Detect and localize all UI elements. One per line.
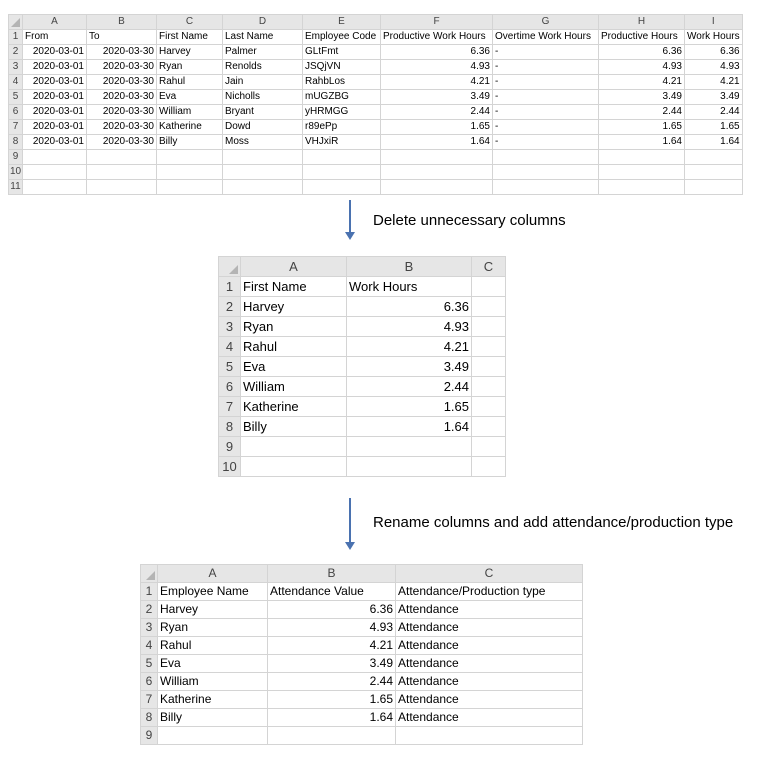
cell-attendance-value[interactable]: 4.21 [268, 637, 396, 655]
header-cell[interactable]: First Name [241, 277, 347, 297]
empty-cell[interactable] [472, 397, 506, 417]
step-label-rename-columns: Rename columns and add attendance/production type [373, 514, 734, 531]
cell-to[interactable]: 2020-03-30 [87, 90, 157, 105]
empty-cell[interactable] [493, 150, 599, 165]
empty-cell[interactable] [347, 457, 472, 477]
cell-work-hours[interactable]: 2.44 [347, 377, 472, 397]
cell-first-name[interactable]: Harvey [157, 45, 223, 60]
row-header[interactable]: 4 [141, 637, 158, 655]
row-header[interactable]: 1 [141, 583, 158, 601]
row-header[interactable]: 9 [219, 437, 241, 457]
cell-last-name[interactable]: Moss [223, 135, 303, 150]
column-header[interactable]: B [347, 257, 472, 277]
row-header[interactable]: 1 [9, 30, 23, 45]
empty-cell[interactable] [157, 165, 223, 180]
cell-first-name[interactable]: Eva [241, 357, 347, 377]
cell-employee-code[interactable]: JSQjVN [303, 60, 381, 75]
select-all-corner[interactable] [141, 565, 158, 583]
empty-cell[interactable] [157, 180, 223, 195]
cell-first-name[interactable]: William [157, 105, 223, 120]
empty-cell[interactable] [493, 180, 599, 195]
row-header[interactable]: 3 [141, 619, 158, 637]
cell-work-hours[interactable]: 6.36 [685, 45, 743, 60]
cell-to[interactable]: 2020-03-30 [87, 135, 157, 150]
row-header[interactable]: 8 [141, 709, 158, 727]
cell-attendance-type[interactable]: Attendance [396, 637, 583, 655]
cell-overtime-work-hours[interactable]: - [493, 60, 599, 75]
final-grid [140, 564, 583, 745]
empty-cell[interactable] [685, 150, 743, 165]
cell-attendance-type[interactable]: Attendance [396, 619, 583, 637]
cell-last-name[interactable]: Palmer [223, 45, 303, 60]
row-header[interactable]: 11 [9, 180, 23, 195]
row-header[interactable]: 2 [141, 601, 158, 619]
cell-to[interactable]: 2020-03-30 [87, 75, 157, 90]
empty-cell[interactable] [396, 727, 583, 745]
empty-cell[interactable] [223, 165, 303, 180]
cell-from[interactable]: 2020-03-01 [23, 135, 87, 150]
cell-to[interactable]: 2020-03-30 [87, 45, 157, 60]
column-header[interactable]: G [493, 15, 599, 30]
row-header[interactable]: 6 [219, 377, 241, 397]
cell-attendance-type[interactable]: Attendance [396, 601, 583, 619]
cell-from[interactable]: 2020-03-01 [23, 120, 87, 135]
cell-work-hours[interactable]: 1.65 [685, 120, 743, 135]
empty-cell[interactable] [23, 150, 87, 165]
empty-cell[interactable] [268, 727, 396, 745]
empty-cell[interactable] [472, 277, 506, 297]
cell-productive-hours[interactable]: 2.44 [599, 105, 685, 120]
empty-cell[interactable] [87, 165, 157, 180]
row-header[interactable]: 9 [9, 150, 23, 165]
cell-overtime-work-hours[interactable]: - [493, 75, 599, 90]
empty-cell[interactable] [223, 150, 303, 165]
trimmed-grid [218, 256, 506, 477]
empty-cell[interactable] [472, 357, 506, 377]
column-header[interactable]: A [158, 565, 268, 583]
cell-work-hours[interactable]: 4.93 [685, 60, 743, 75]
empty-cell[interactable] [472, 457, 506, 477]
empty-cell[interactable] [599, 180, 685, 195]
column-header[interactable]: D [223, 15, 303, 30]
cell-work-hours[interactable]: 1.64 [347, 417, 472, 437]
cell-employee-code[interactable]: GLtFmt [303, 45, 381, 60]
header-cell[interactable]: Productive Work Hours [381, 30, 493, 45]
cell-from[interactable]: 2020-03-01 [23, 60, 87, 75]
row-header[interactable]: 3 [9, 60, 23, 75]
cell-productive-work-hours[interactable]: 4.93 [381, 60, 493, 75]
cell-first-name[interactable]: Ryan [157, 60, 223, 75]
cell-overtime-work-hours[interactable]: - [493, 135, 599, 150]
row-header[interactable]: 2 [9, 45, 23, 60]
cell-attendance-value[interactable]: 1.64 [268, 709, 396, 727]
cell-productive-hours[interactable]: 1.65 [599, 120, 685, 135]
cell-last-name[interactable]: Renolds [223, 60, 303, 75]
empty-cell[interactable] [472, 337, 506, 357]
cell-last-name[interactable]: Dowd [223, 120, 303, 135]
cell-productive-work-hours[interactable]: 2.44 [381, 105, 493, 120]
cell-productive-hours[interactable]: 6.36 [599, 45, 685, 60]
cell-first-name[interactable]: William [241, 377, 347, 397]
empty-cell[interactable] [381, 180, 493, 195]
empty-cell[interactable] [303, 165, 381, 180]
empty-cell[interactable] [347, 437, 472, 457]
row-header[interactable]: 6 [141, 673, 158, 691]
row-header[interactable]: 1 [219, 277, 241, 297]
row-header[interactable]: 5 [141, 655, 158, 673]
cell-employee-name[interactable]: Rahul [158, 637, 268, 655]
cell-first-name[interactable]: Katherine [241, 397, 347, 417]
original-spreadsheet [8, 14, 743, 195]
empty-cell[interactable] [303, 180, 381, 195]
empty-cell[interactable] [23, 165, 87, 180]
cell-first-name[interactable]: Billy [241, 417, 347, 437]
cell-attendance-value[interactable]: 3.49 [268, 655, 396, 673]
header-cell[interactable]: To [87, 30, 157, 45]
cell-employee-name[interactable]: William [158, 673, 268, 691]
empty-cell[interactable] [381, 150, 493, 165]
empty-cell[interactable] [685, 180, 743, 195]
empty-cell[interactable] [599, 150, 685, 165]
cell-employee-code[interactable]: VHJxiR [303, 135, 381, 150]
column-header[interactable]: C [157, 15, 223, 30]
column-header[interactable]: B [87, 15, 157, 30]
header-cell[interactable]: Overtime Work Hours [493, 30, 599, 45]
header-cell[interactable]: Productive Hours [599, 30, 685, 45]
original-grid [8, 14, 743, 195]
row-header[interactable]: 8 [9, 135, 23, 150]
cell-attendance-type[interactable]: Attendance [396, 673, 583, 691]
empty-cell[interactable] [303, 150, 381, 165]
cell-work-hours[interactable]: 3.49 [347, 357, 472, 377]
column-header[interactable]: F [381, 15, 493, 30]
column-header[interactable]: C [472, 257, 506, 277]
select-all-corner[interactable] [9, 15, 23, 30]
cell-from[interactable]: 2020-03-01 [23, 45, 87, 60]
row-header[interactable]: 10 [9, 165, 23, 180]
header-cell[interactable]: Work Hours [347, 277, 472, 297]
cell-attendance-type[interactable]: Attendance [396, 709, 583, 727]
column-header[interactable]: I [685, 15, 743, 30]
row-header[interactable]: 5 [219, 357, 241, 377]
down-arrow-icon [349, 200, 351, 232]
empty-cell[interactable] [685, 165, 743, 180]
row-header[interactable]: 7 [219, 397, 241, 417]
cell-employee-name[interactable]: Ryan [158, 619, 268, 637]
cell-productive-hours[interactable]: 3.49 [599, 90, 685, 105]
cell-work-hours[interactable]: 6.36 [347, 297, 472, 317]
column-header[interactable]: H [599, 15, 685, 30]
cell-first-name[interactable]: Rahul [157, 75, 223, 90]
cell-employee-code[interactable]: RahbLos [303, 75, 381, 90]
row-header[interactable]: 10 [219, 457, 241, 477]
cell-work-hours[interactable]: 3.49 [685, 90, 743, 105]
cell-productive-hours[interactable]: 4.21 [599, 75, 685, 90]
cell-productive-hours[interactable]: 1.64 [599, 135, 685, 150]
cell-overtime-work-hours[interactable]: - [493, 120, 599, 135]
empty-cell[interactable] [472, 417, 506, 437]
row-header[interactable]: 7 [9, 120, 23, 135]
cell-to[interactable]: 2020-03-30 [87, 105, 157, 120]
cell-last-name[interactable]: Jain [223, 75, 303, 90]
cell-work-hours[interactable]: 1.64 [685, 135, 743, 150]
cell-employee-name[interactable]: Eva [158, 655, 268, 673]
cell-employee-name[interactable]: Harvey [158, 601, 268, 619]
cell-overtime-work-hours[interactable]: - [493, 90, 599, 105]
cell-productive-work-hours[interactable]: 4.21 [381, 75, 493, 90]
cell-work-hours[interactable]: 2.44 [685, 105, 743, 120]
cell-overtime-work-hours[interactable]: - [493, 45, 599, 60]
column-header[interactable]: E [303, 15, 381, 30]
final-spreadsheet [140, 564, 583, 745]
cell-attendance-type[interactable]: Attendance [396, 691, 583, 709]
cell-work-hours[interactable]: 4.93 [347, 317, 472, 337]
empty-cell[interactable] [493, 165, 599, 180]
empty-cell[interactable] [472, 297, 506, 317]
empty-cell[interactable] [23, 180, 87, 195]
cell-employee-name[interactable]: Billy [158, 709, 268, 727]
column-header[interactable]: A [241, 257, 347, 277]
cell-first-name[interactable]: Harvey [241, 297, 347, 317]
cell-work-hours[interactable]: 1.65 [347, 397, 472, 417]
cell-employee-code[interactable]: yHRMGG [303, 105, 381, 120]
cell-productive-hours[interactable]: 4.93 [599, 60, 685, 75]
cell-productive-work-hours[interactable]: 3.49 [381, 90, 493, 105]
cell-productive-work-hours[interactable]: 6.36 [381, 45, 493, 60]
cell-from[interactable]: 2020-03-01 [23, 105, 87, 120]
cell-attendance-value[interactable]: 6.36 [268, 601, 396, 619]
cell-first-name[interactable]: Rahul [241, 337, 347, 357]
empty-cell[interactable] [87, 180, 157, 195]
cell-first-name[interactable]: Ryan [241, 317, 347, 337]
cell-to[interactable]: 2020-03-30 [87, 120, 157, 135]
header-cell[interactable]: From [23, 30, 87, 45]
row-header[interactable]: 9 [141, 727, 158, 745]
cell-last-name[interactable]: Bryant [223, 105, 303, 120]
down-arrow-icon [349, 498, 351, 542]
cell-attendance-type[interactable]: Attendance [396, 655, 583, 673]
cell-productive-work-hours[interactable]: 1.65 [381, 120, 493, 135]
header-cell[interactable]: Attendance Value [268, 583, 396, 601]
cell-first-name[interactable]: Eva [157, 90, 223, 105]
empty-cell[interactable] [472, 317, 506, 337]
cell-first-name[interactable]: Katherine [157, 120, 223, 135]
cell-from[interactable]: 2020-03-01 [23, 75, 87, 90]
empty-cell[interactable] [241, 437, 347, 457]
cell-productive-work-hours[interactable]: 1.64 [381, 135, 493, 150]
header-cell[interactable]: First Name [157, 30, 223, 45]
row-header[interactable]: 2 [219, 297, 241, 317]
cell-from[interactable]: 2020-03-01 [23, 90, 87, 105]
empty-cell[interactable] [87, 150, 157, 165]
cell-employee-name[interactable]: Katherine [158, 691, 268, 709]
empty-cell[interactable] [223, 180, 303, 195]
cell-last-name[interactable]: Nicholls [223, 90, 303, 105]
trimmed-spreadsheet [218, 256, 506, 477]
row-header[interactable]: 6 [9, 105, 23, 120]
row-header[interactable]: 8 [219, 417, 241, 437]
empty-cell[interactable] [158, 727, 268, 745]
row-header[interactable]: 4 [219, 337, 241, 357]
header-cell[interactable]: Employee Code [303, 30, 381, 45]
cell-attendance-value[interactable]: 2.44 [268, 673, 396, 691]
column-header[interactable]: A [23, 15, 87, 30]
cell-to[interactable]: 2020-03-30 [87, 60, 157, 75]
header-cell[interactable]: Employee Name [158, 583, 268, 601]
row-header[interactable]: 7 [141, 691, 158, 709]
header-cell[interactable]: Work Hours [685, 30, 743, 45]
column-header[interactable]: B [268, 565, 396, 583]
row-header[interactable]: 5 [9, 90, 23, 105]
cell-employee-code[interactable]: r89ePp [303, 120, 381, 135]
empty-cell[interactable] [472, 437, 506, 457]
row-header[interactable]: 3 [219, 317, 241, 337]
column-header[interactable]: C [396, 565, 583, 583]
empty-cell[interactable] [599, 165, 685, 180]
header-cell[interactable]: Attendance/Production type [396, 583, 583, 601]
empty-cell[interactable] [157, 150, 223, 165]
select-all-corner[interactable] [219, 257, 241, 277]
cell-work-hours[interactable]: 4.21 [685, 75, 743, 90]
cell-overtime-work-hours[interactable]: - [493, 105, 599, 120]
cell-attendance-value[interactable]: 4.93 [268, 619, 396, 637]
empty-cell[interactable] [241, 457, 347, 477]
row-header[interactable]: 4 [9, 75, 23, 90]
cell-work-hours[interactable]: 4.21 [347, 337, 472, 357]
empty-cell[interactable] [381, 165, 493, 180]
step-label-delete-columns: Delete unnecessary columns [373, 212, 566, 229]
cell-attendance-value[interactable]: 1.65 [268, 691, 396, 709]
empty-cell[interactable] [472, 377, 506, 397]
cell-first-name[interactable]: Billy [157, 135, 223, 150]
cell-employee-code[interactable]: mUGZBG [303, 90, 381, 105]
header-cell[interactable]: Last Name [223, 30, 303, 45]
